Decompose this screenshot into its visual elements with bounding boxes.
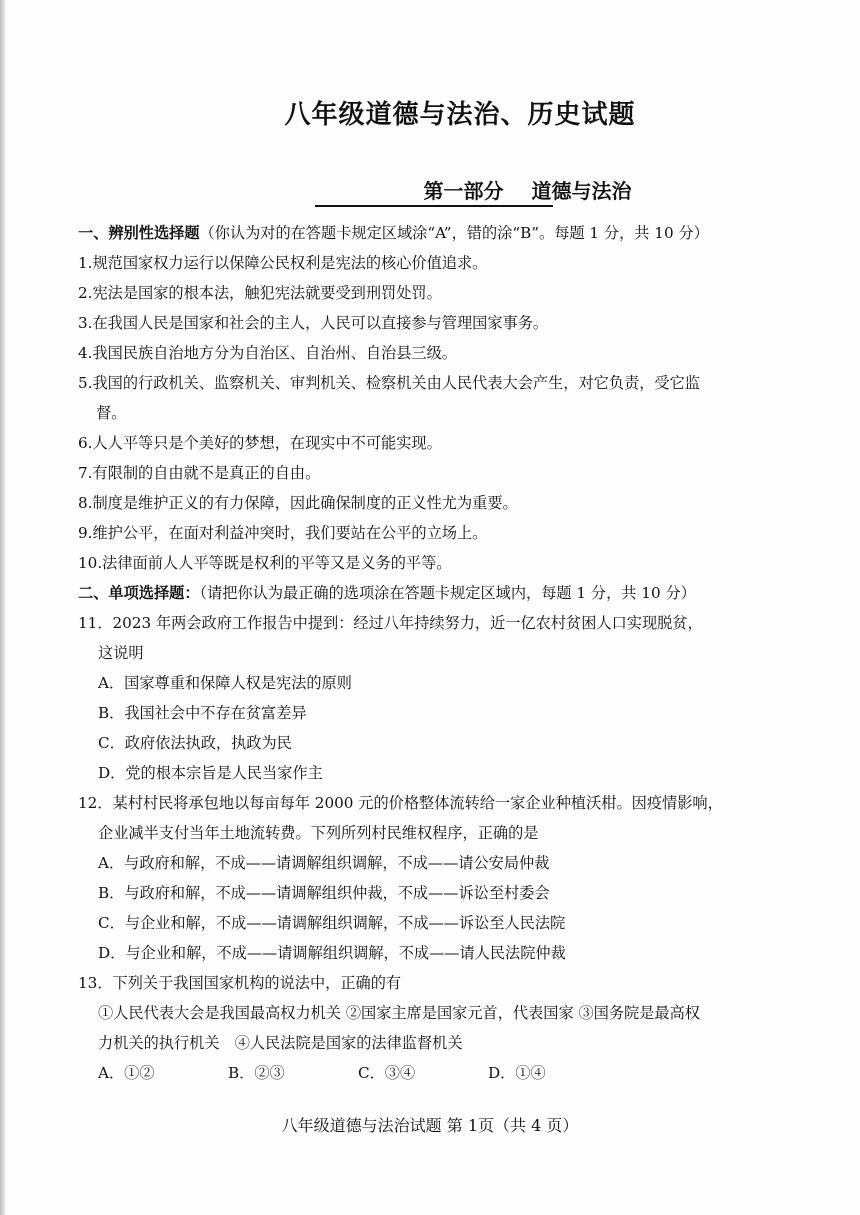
section2-heading: 二、单项选择题： xyxy=(78,584,200,602)
question-6: 6.人人平等只是个美好的梦想，在现实中不可能实现。 xyxy=(78,434,442,452)
section1-header xyxy=(78,218,790,248)
question-12-stem-continued: 企业减半支付当年土地流转费。下列所列村民维权程序，正确的是 xyxy=(98,824,539,842)
section1-instruction: （你认为对的在答题卡规定区域涂“A”，错的涂“B”。每题 1 分，共 10 分） xyxy=(199,224,709,242)
question-12-option-c: C．与企业和解，不成——请调解组织调解，不成——诉讼至人民法院 xyxy=(98,914,566,932)
part-name: 道德与法治 xyxy=(531,179,632,203)
question-11-option-d: D．党的根本宗旨是人民当家作主 xyxy=(98,764,323,782)
question-11-option-c: C．政府依法执政，执政为民 xyxy=(98,734,292,752)
question-13-option-b: B．②③ xyxy=(228,1064,285,1082)
question-13-option-a: A．①② xyxy=(98,1064,155,1082)
part-title-underline xyxy=(315,205,553,207)
question-11-stem-continued: 这说明 xyxy=(98,644,144,662)
question-12-option-b: B．与政府和解，不成——请调解组织仲裁，不成——诉讼至村委会 xyxy=(98,884,550,902)
question-13-statements: ①人民代表大会是我国最高权力机关 ②国家主席是国家元首，代表国家 ③国务院是最高权 xyxy=(98,1004,700,1022)
question-9: 9.维护公平，在面对利益冲突时，我们要站在公平的立场上。 xyxy=(78,524,488,542)
question-8: 8.制度是维护正义的有力保障，因此确保制度的正义性尤为重要。 xyxy=(78,494,518,512)
section1-heading: 一、辨别性选择题 xyxy=(78,224,200,242)
question-5-continued: 督。 xyxy=(96,404,127,422)
question-12-option-d: D．与企业和解，不成——请调解组织调解，不成——请人民法院仲裁 xyxy=(98,944,566,962)
exam-content xyxy=(78,218,790,1088)
question-12-option-a: A．与政府和解，不成——请调解组织调解，不成——请公安局仲裁 xyxy=(98,854,550,872)
question-3: 3.在我国人民是国家和社会的主人，人民可以直接参与管理国家事务。 xyxy=(78,314,549,332)
question-2: 2.宪法是国家的根本法，触犯宪法就要受到刑罚处罚。 xyxy=(78,284,442,302)
part-label: 第一部分 xyxy=(423,179,504,203)
section2-instruction: （请把你认为最正确的选项涂在答题卡规定区域内，每题 1 分，共 10 分） xyxy=(199,584,696,602)
section2-header xyxy=(78,578,790,608)
question-12-stem: 12．某村村民将承包地以每亩每年 2000 元的价格整体流转给一家企业种植沃柑。因疫情影响， xyxy=(78,794,723,812)
question-13-option-c: C．③④ xyxy=(358,1064,416,1082)
question-13-options xyxy=(78,1058,790,1088)
question-11-option-a: A．国家尊重和保障人权是宪法的原则 xyxy=(98,674,352,692)
question-1: 1.规范国家权力运行以保障公民权利是宪法的核心价值追求。 xyxy=(78,254,488,272)
page-footer: 八年级道德与法治试题 第 1页（共 4 页） xyxy=(281,1116,579,1135)
question-11-stem: 11．2023 年两会政府工作报告中提到：经过八年持续努力，近一亿农村贫困人口实现脱贫， xyxy=(78,614,703,632)
question-10: 10.法律面前人人平等既是权利的平等又是义务的平等。 xyxy=(78,554,452,572)
question-5: 5.我国的行政机关、监察机关、审判机关、检察机关由人民代表大会产生，对它负责，受它监 xyxy=(78,374,700,392)
question-11-option-b: B．我国社会中不存在贫富差异 xyxy=(98,704,307,722)
question-4: 4.我国民族自治地方分为自治区、自治州、自治县三级。 xyxy=(78,344,457,362)
exam-title: 八年级道德与法治、历史试题 xyxy=(284,100,636,130)
question-7: 7.有限制的自由就不是真正的自由。 xyxy=(78,464,321,482)
question-13-stem: 13．下列关于我国国家机构的说法中，正确的有 xyxy=(78,974,402,992)
part-title xyxy=(0,175,860,204)
question-13-statements-continued: 力机关的执行机关 ④人民法院是国家的法律监督机关 xyxy=(98,1034,463,1052)
question-13-option-d: D．①④ xyxy=(488,1064,546,1082)
